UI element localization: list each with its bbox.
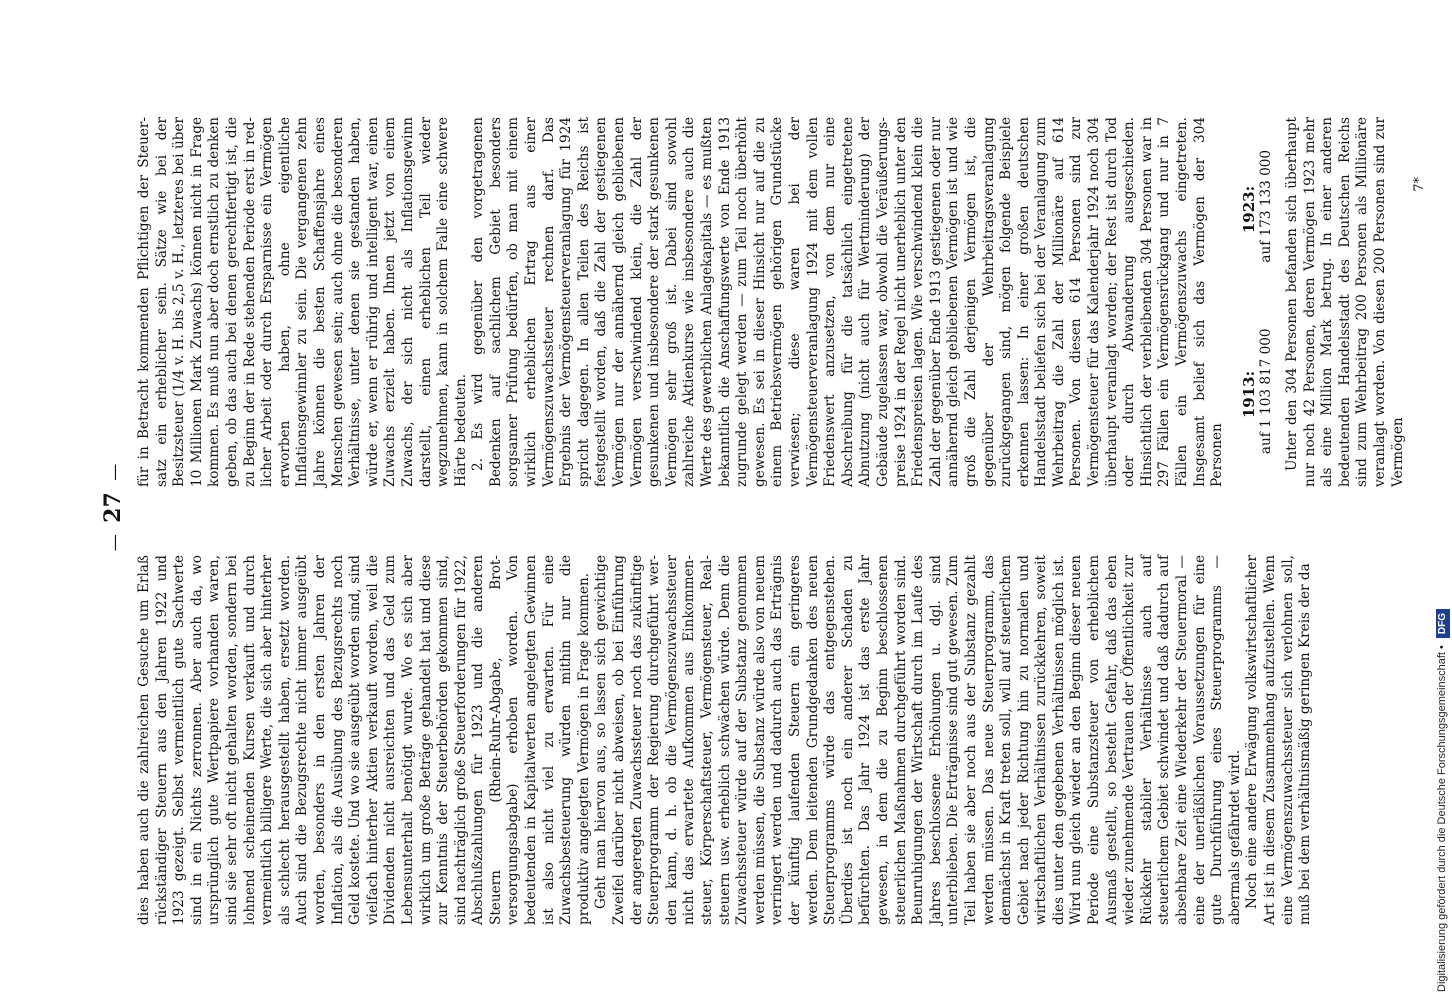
page-header: [98, 80, 128, 935]
year-table-header: [1241, 117, 1259, 487]
header-dash-left: —: [105, 534, 125, 552]
page-signature: 7*: [1412, 177, 1428, 192]
right-closing-paragraph: Unter den 304 Personen befanden sich überhaupt nur noch 42 Personen, deren Vermögen 1923 mehr als eine Million Mark betrug. In einer anderen bedeutenden Handelsstadt des Deutschen Reichs sind zum Wehrbeitrag 200 Personen als Millionäre veranlagt worden. Von diesen 200 Personen sind zur Vermögen: [1284, 117, 1406, 487]
header-dash-right: —: [105, 463, 125, 481]
year-table-amounts: [1258, 117, 1276, 487]
year-1923-label: 1923:: [1239, 185, 1258, 234]
digitization-note: [1412, 12, 1448, 992]
right-paragraph-1: für in Betracht kommenden Pflichtigen der Steuersatz ein erheblicher sein. Sätze wie bei der Besitzsteuer (1/4 v. H. bis 2,5 v. H., letzteres bei über 10 Millionen Mark Zuwachs) können nicht in Frage kommen. Es muß nun aber doch ernstlich zu denken geben, ob das auch bei denen gerechtfertigt ist, die zu Beginn der in Rede stehenden Periode erst in redlicher Arbeit oder durch Ersparnisse ein Vermögen erworben haben, ohne eigentliche Inflationsgewinnler zu sein. Die vergangenen zehn Jahre können die besten Schaffensjahre eines Menschen gewesen sein; auch ohne die besonderen Verhältnisse, unter denen sie gestanden haben, würde er, wenn er rührig und intelligent war, einen Zuwachs erzielt haben. Ihnen jetzt von einem Zuwachs, der sich nicht als Inflationsgewinn darstellt, einen erheblichen Teil wieder wegzunehmen, kann in solchem Falle eine schwere Härte bedeuten.: [136, 117, 469, 487]
left-paragraph-1: dies haben auch die zahlreichen Gesuche um Erlaß rückständiger Steuern aus den Jahren 1922 und 1923 gezeigt. Selbst vermeintlich gute Sachwerte sind in ein Nichts zerronnen. Aber auch da, wo ursprünglich gute Wertpapiere vorhanden waren, sind sie sehr oft nicht gehalten worden, sondern bei lohnend scheinenden Kursen verkauft und durch vermeintlich billigere Werte, die sich aber hinterher als schlecht herausgestellt haben, ersetzt worden. Auch sind die Bezugsrechte nicht immer ausgeübt worden, besonders in den ersten Jahren der Inflation, als die Ausübung des Bezugsrechts noch Geld kostete. Und wo sie ausgeübt worden sind, sind vielfach hinterher Aktien verkauft worden, weil die Dividenden nicht ausreichten und das Geld zum Lebensunterhalt benötigt wurde. Wo es sich aber wirklich um große Beträge gehandelt hat und diese zur Kenntnis der Steuerbehörden gekommen sind, sind nachträglich große Steuerforderungen für 1922, Abschlußzahlungen für 1923 und die anderen Steuern (Rhein-Ruhr-Abgabe, Brotversorgungsabgabe) erhoben worden. Von bedeutenden in Kapitalwerten angelegten Gewinnen ist also nicht viel zu erwarten. Für eine Zuwachsbesteuerung würden mithin nur die produktiv angelegten Vermögen in Frage kommen.: [136, 555, 592, 925]
digitization-note-text: Digitalisierung gefördert durch die Deutsche Forschungsgemeinschaft •: [1436, 645, 1448, 992]
left-column: [136, 555, 1315, 925]
amount-1923: auf 173 133 000: [1258, 149, 1275, 263]
page-number: 27: [100, 492, 126, 523]
right-column: [136, 117, 1429, 487]
left-paragraph-3: Noch eine andere Erwägung volkswirtschaftlicher Art ist in diesem Zusammenhang aufzustellen. Wenn eine Vermögenszuwachssteuer sich verlohnen soll, muß bei dem verhältnismäßig geringen Kreis der da: [1244, 555, 1314, 925]
year-1913-label: 1913:: [1239, 370, 1258, 419]
amount-1913: auf 1 103 817 000: [1258, 328, 1275, 455]
dfg-logo: DFG: [1436, 609, 1450, 638]
rotated-document-page: [98, 80, 1428, 935]
left-paragraph-2: Geht man hiervon aus, so lassen sich gewichtige Zweifel darüber nicht abweisen, ob bei Einführung der angeregten Zuwachssteuer noch das zukünftige Steuerprogramm der Regierung durchgeführt werden kann, d. h. ob die Vermögenszuwachssteuer nicht das erwartete Aufkommen aus Einkommensteuer, Körperschaftsteuer, Vermögensteuer, Realsteuern usw. erheblich schwächen würde. Denn die Zuwachssteuer würde auf der Substanz genommen werden müssen, die Substanz würde also von neuem verringert werden und dadurch auch das Erträgnis der künftig laufenden Steuern ein geringeres werden. Dem leitenden Grundgedanken des neuen Steuerprogramms würde das entgegenstehen. Überdies ist noch ein anderer Schaden zu befürchten. Das Jahr 1924 ist das erste Jahr gewesen, in dem die zu Beginn beschlossenen steuerlichen Maßnahmen durchgeführt worden sind. Beunruhigungen der Wirtschaft durch im Laufe des Jahres beschlossene Erhöhungen u. dgl. sind unterblieben. Die Erträgnisse sind gut gewesen. Zum Teil haben sie aber noch aus der Substanz gezahlt werden müssen. Das neue Steuerprogramm, das demnächst in Kraft treten soll, will auf steuerlichem Gebiet nach jeder Richtung hin zu normalen und wirtschaftlichen Verhältnissen zurückkehren, soweit dies unter den gegebenen Verhältnissen möglich ist. Wird nun gleich wieder an den Beginn dieser neuen Periode eine Substanzsteuer von erheblichem Ausmaß gestellt, so besteht Gefahr, daß das eben wieder zunehmende Vertrauen der Öffentlichkeit zur Rückkehr stabiler Verhältnisse auch auf steuerlichem Gebiet schwindet und daß dadurch auf absehbare Zeit eine Wiederkehr der Steuermoral — eine der unerläßlichen Voraussetzungen für eine gute Durchführung eines Steuerprogramms — abermals gefährdet wird.: [593, 555, 1243, 925]
right-paragraph-2: 2. Es wird gegenüber den vorgetragenen Bedenken auf sachlichem Gebiet besonders sorgsamer Prüfung bedürfen, ob man mit einem wirklich erheblichen Ertrag aus einer Vermögenszuwachssteuer rechnen darf. Das Ergebnis der Vermögensteuerveranlagung für 1924 spricht dagegen. In allen Teilen des Reichs ist festgestellt worden, daß die Zahl der gestiegenen Vermögen nur der annähernd gleich gebliebenen Vermögen verschwindend klein, die Zahl der gesunkenen und insbesondere der stark gesunkenen Vermögen sehr groß ist. Dabei sind sowohl zahlreiche Aktienkurse wie insbesondere auch die Werte des gewerblichen Anlagekapitals — es mußten bekanntlich die Anschaffungswerte von Ende 1913 zugrunde gelegt werden — zum Teil noch überhöht gewesen. Es sei in dieser Hinsicht nur auf die zu einem Betriebsvermögen gehörigen Grundstücke verwiesen; diese waren bei der Vermögensteuerveranlagung 1924 mit dem vollen Friedenswert anzusetzen, von dem nur eine Abschreibung für die tatsächlich eingetretene Abnutzung (nicht auch für Wertminderung) der Gebäude zugelassen war, obwohl die Veräußerungspreise 1924 in der Regel nicht unerheblich unter den Friedenspreisen lagen. Wie verschwindend klein die Zahl der gegenüber Ende 1913 gestiegenen oder nur annähernd gleich gebliebenen Vermögen ist und wie groß die Zahl derjenigen Vermögen ist, die gegenüber der Wehrbeitragsveranlagung zurückgegangen sind, mögen folgende Beispiele erkennen lassen: In einer großen deutschen Handelsstadt beliefen sich bei der Veranlagung zum Wehrbeitrag die Zahl der Millionäre auf 614 Personen. Von diesen 614 Personen sind zur Vermögensteuer für das Kalenderjahr 1924 noch 304 überhaupt veranlagt worden; der Rest ist durch Tod oder durch Abwanderung ausgeschieden. Hinsichtlich der verbleibenden 304 Personen war in 297 Fällen ein Vermögensrückgang und nur in 7 Fällen ein Vermögenszuwachs eingetreten. Insgesamt belief sich das Vermögen der 304 Personen: [470, 117, 1226, 487]
